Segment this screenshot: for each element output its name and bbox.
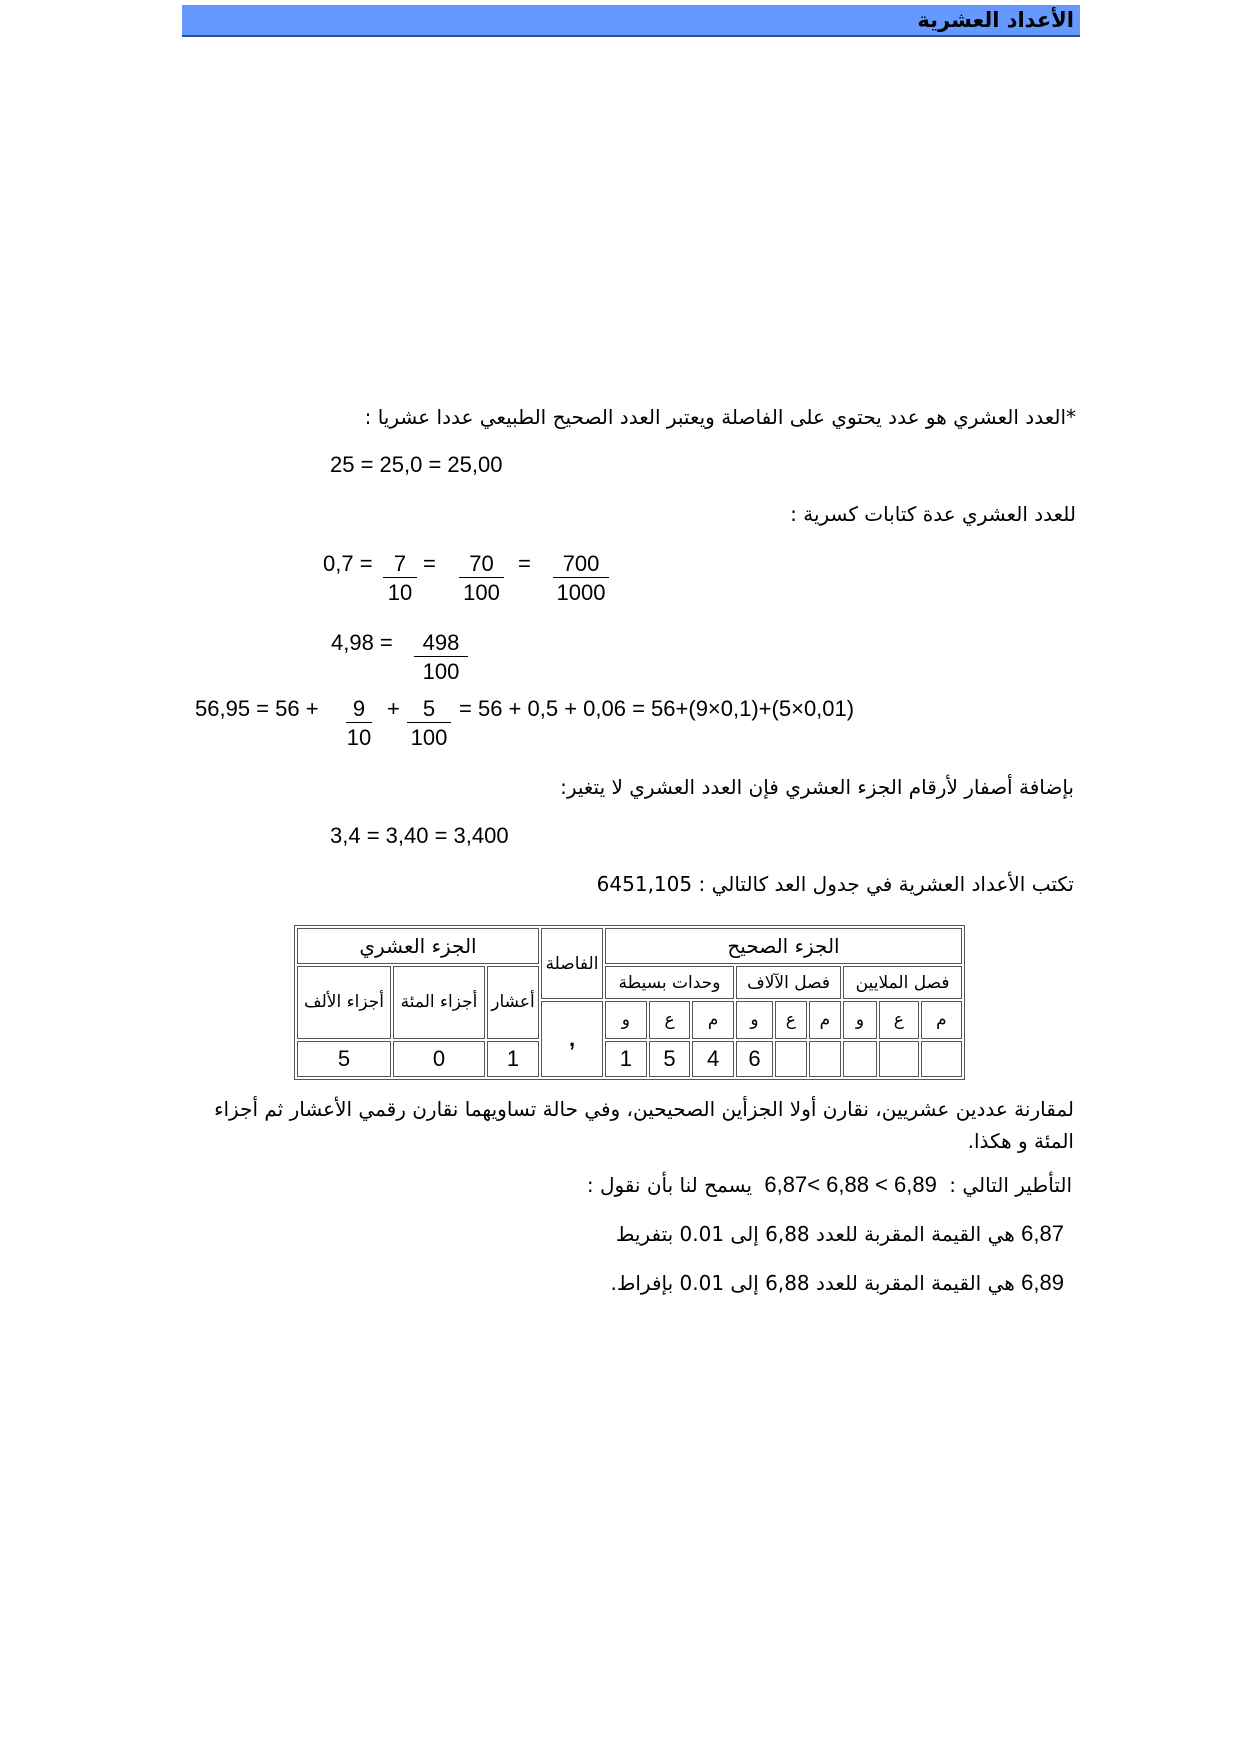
approx-value: 6,87 [1021, 1221, 1064, 1246]
decimal-part-header: الجزء العشري [297, 928, 539, 964]
approx-text: هي القيمة المقربة للعدد 6,88 إلى 0.01 بإفراط. [610, 1271, 1015, 1295]
fraction-numerator: 70 [459, 551, 504, 578]
approx-value: 6,89 [1021, 1270, 1064, 1295]
zeros-rule-text: بإضافة أصفار لأرقام الجزء العشري فإن العدد العشري لا يتغير: [560, 775, 1074, 799]
definition-text: *العدد العشري هو عدد يحتوي على الفاصلة ويعتبر العدد الصحيح الطبيعي عددا عشريا : [364, 405, 1076, 429]
class-millions: فصل الملايين [843, 966, 962, 1000]
fraction-5-100 [407, 696, 451, 753]
decimal-place-tenths: أعشار [487, 966, 539, 1039]
header-bar [182, 5, 1080, 37]
class-units: وحدات بسيطة [605, 966, 734, 1000]
equals-sign: = [518, 551, 531, 576]
digit-cell: 5 [297, 1041, 391, 1077]
equation-5: 3,4 = 3,40 = 3,400 [330, 823, 509, 848]
fraction-9-10 [346, 696, 372, 753]
fraction-numerator: 5 [407, 696, 451, 723]
bracket-expression: 6,87< 6,88 < 6,89 [764, 1172, 937, 1197]
table-intro-text: تكتب الأعداد العشرية في جدول العد كالتالي : 6451,105 [596, 872, 1074, 896]
sub-header: و [605, 1001, 647, 1039]
equation-2-lhs: 0,7 = [323, 551, 373, 576]
equation-4-lhs: 56,95 = 56 + [195, 696, 319, 721]
sub-header: و [736, 1001, 773, 1039]
digit-cell [843, 1041, 877, 1077]
class-thousands: فصل الآلاف [736, 966, 841, 1000]
digit-cell: 6 [736, 1041, 773, 1077]
fraction-7-10 [383, 551, 417, 608]
equation-4-rhs: = 56 + 0,5 + 0,06 = 56+(9×0,1)+(5×0,01) [459, 696, 855, 721]
fraction-denominator: 1000 [556, 580, 606, 605]
digit-cell [921, 1041, 962, 1077]
fraction-70-100 [459, 551, 504, 608]
approximation-1 [616, 1221, 1064, 1247]
comparison-text: لمقارنة عددين عشريين، نقارن أولا الجزأين الصحيحين، وفي حالة تساويهما نقارن رقمي الأعشار ثم أجزاء المئة و هكذا. [214, 1097, 1074, 1153]
sub-header: ع [775, 1001, 807, 1039]
sub-header: و [843, 1001, 877, 1039]
fraction-700-1000 [553, 551, 609, 608]
equation-1: 25 = 25,0 = 25,00 [330, 452, 503, 477]
sub-header: م [809, 1001, 842, 1039]
fraction-numerator: 498 [414, 630, 468, 657]
equals-sign: = [423, 551, 436, 576]
fraction-numerator: 700 [553, 551, 609, 578]
fraction-498-100 [414, 630, 468, 687]
fraction-numerator: 7 [383, 551, 417, 578]
sub-header: ع [879, 1001, 919, 1039]
digit-cell: 0 [393, 1041, 485, 1077]
bracket-label: التأطير التالي : [949, 1173, 1072, 1197]
bracket-line [587, 1172, 1072, 1198]
page-title: الأعداد العشرية [917, 8, 1074, 32]
sub-header: م [692, 1001, 734, 1039]
plus-sign: + [387, 696, 400, 721]
comma-cell: , [541, 1001, 603, 1077]
digit-cell [879, 1041, 919, 1077]
fraction-numerator: 9 [346, 696, 372, 723]
fraction-denominator: 100 [463, 580, 500, 605]
integer-part-header: الجزء الصحيح [605, 928, 962, 964]
sub-header: ع [649, 1001, 691, 1039]
decimal-place-hundredths: أجزاء المئة [393, 966, 485, 1039]
fractions-intro: للعدد العشري عدة كتابات كسرية : [790, 502, 1076, 526]
comma-header: الفاصلة [541, 928, 603, 999]
fraction-denominator: 100 [410, 725, 448, 750]
approx-text: هي القيمة المقربة للعدد 6,88 إلى 0.01 بتفريط [615, 1222, 1015, 1246]
digit-cell [775, 1041, 807, 1077]
bracket-tail: يسمح لنا بأن نقول : [586, 1173, 753, 1197]
digit-cell [809, 1041, 842, 1077]
fraction-denominator: 10 [346, 725, 372, 750]
place-value-table [294, 925, 965, 1080]
digit-cell: 1 [605, 1041, 647, 1077]
equation-3-lhs: 4,98 = [331, 630, 393, 655]
decimal-place-thousandths: أجزاء الألف [297, 966, 391, 1039]
fraction-denominator: 100 [422, 659, 460, 684]
digit-cell: 5 [649, 1041, 691, 1077]
digit-cell: 1 [487, 1041, 539, 1077]
digit-cell: 4 [692, 1041, 734, 1077]
approximation-2 [611, 1270, 1064, 1296]
fraction-denominator: 10 [387, 580, 413, 605]
sub-header: م [921, 1001, 962, 1039]
